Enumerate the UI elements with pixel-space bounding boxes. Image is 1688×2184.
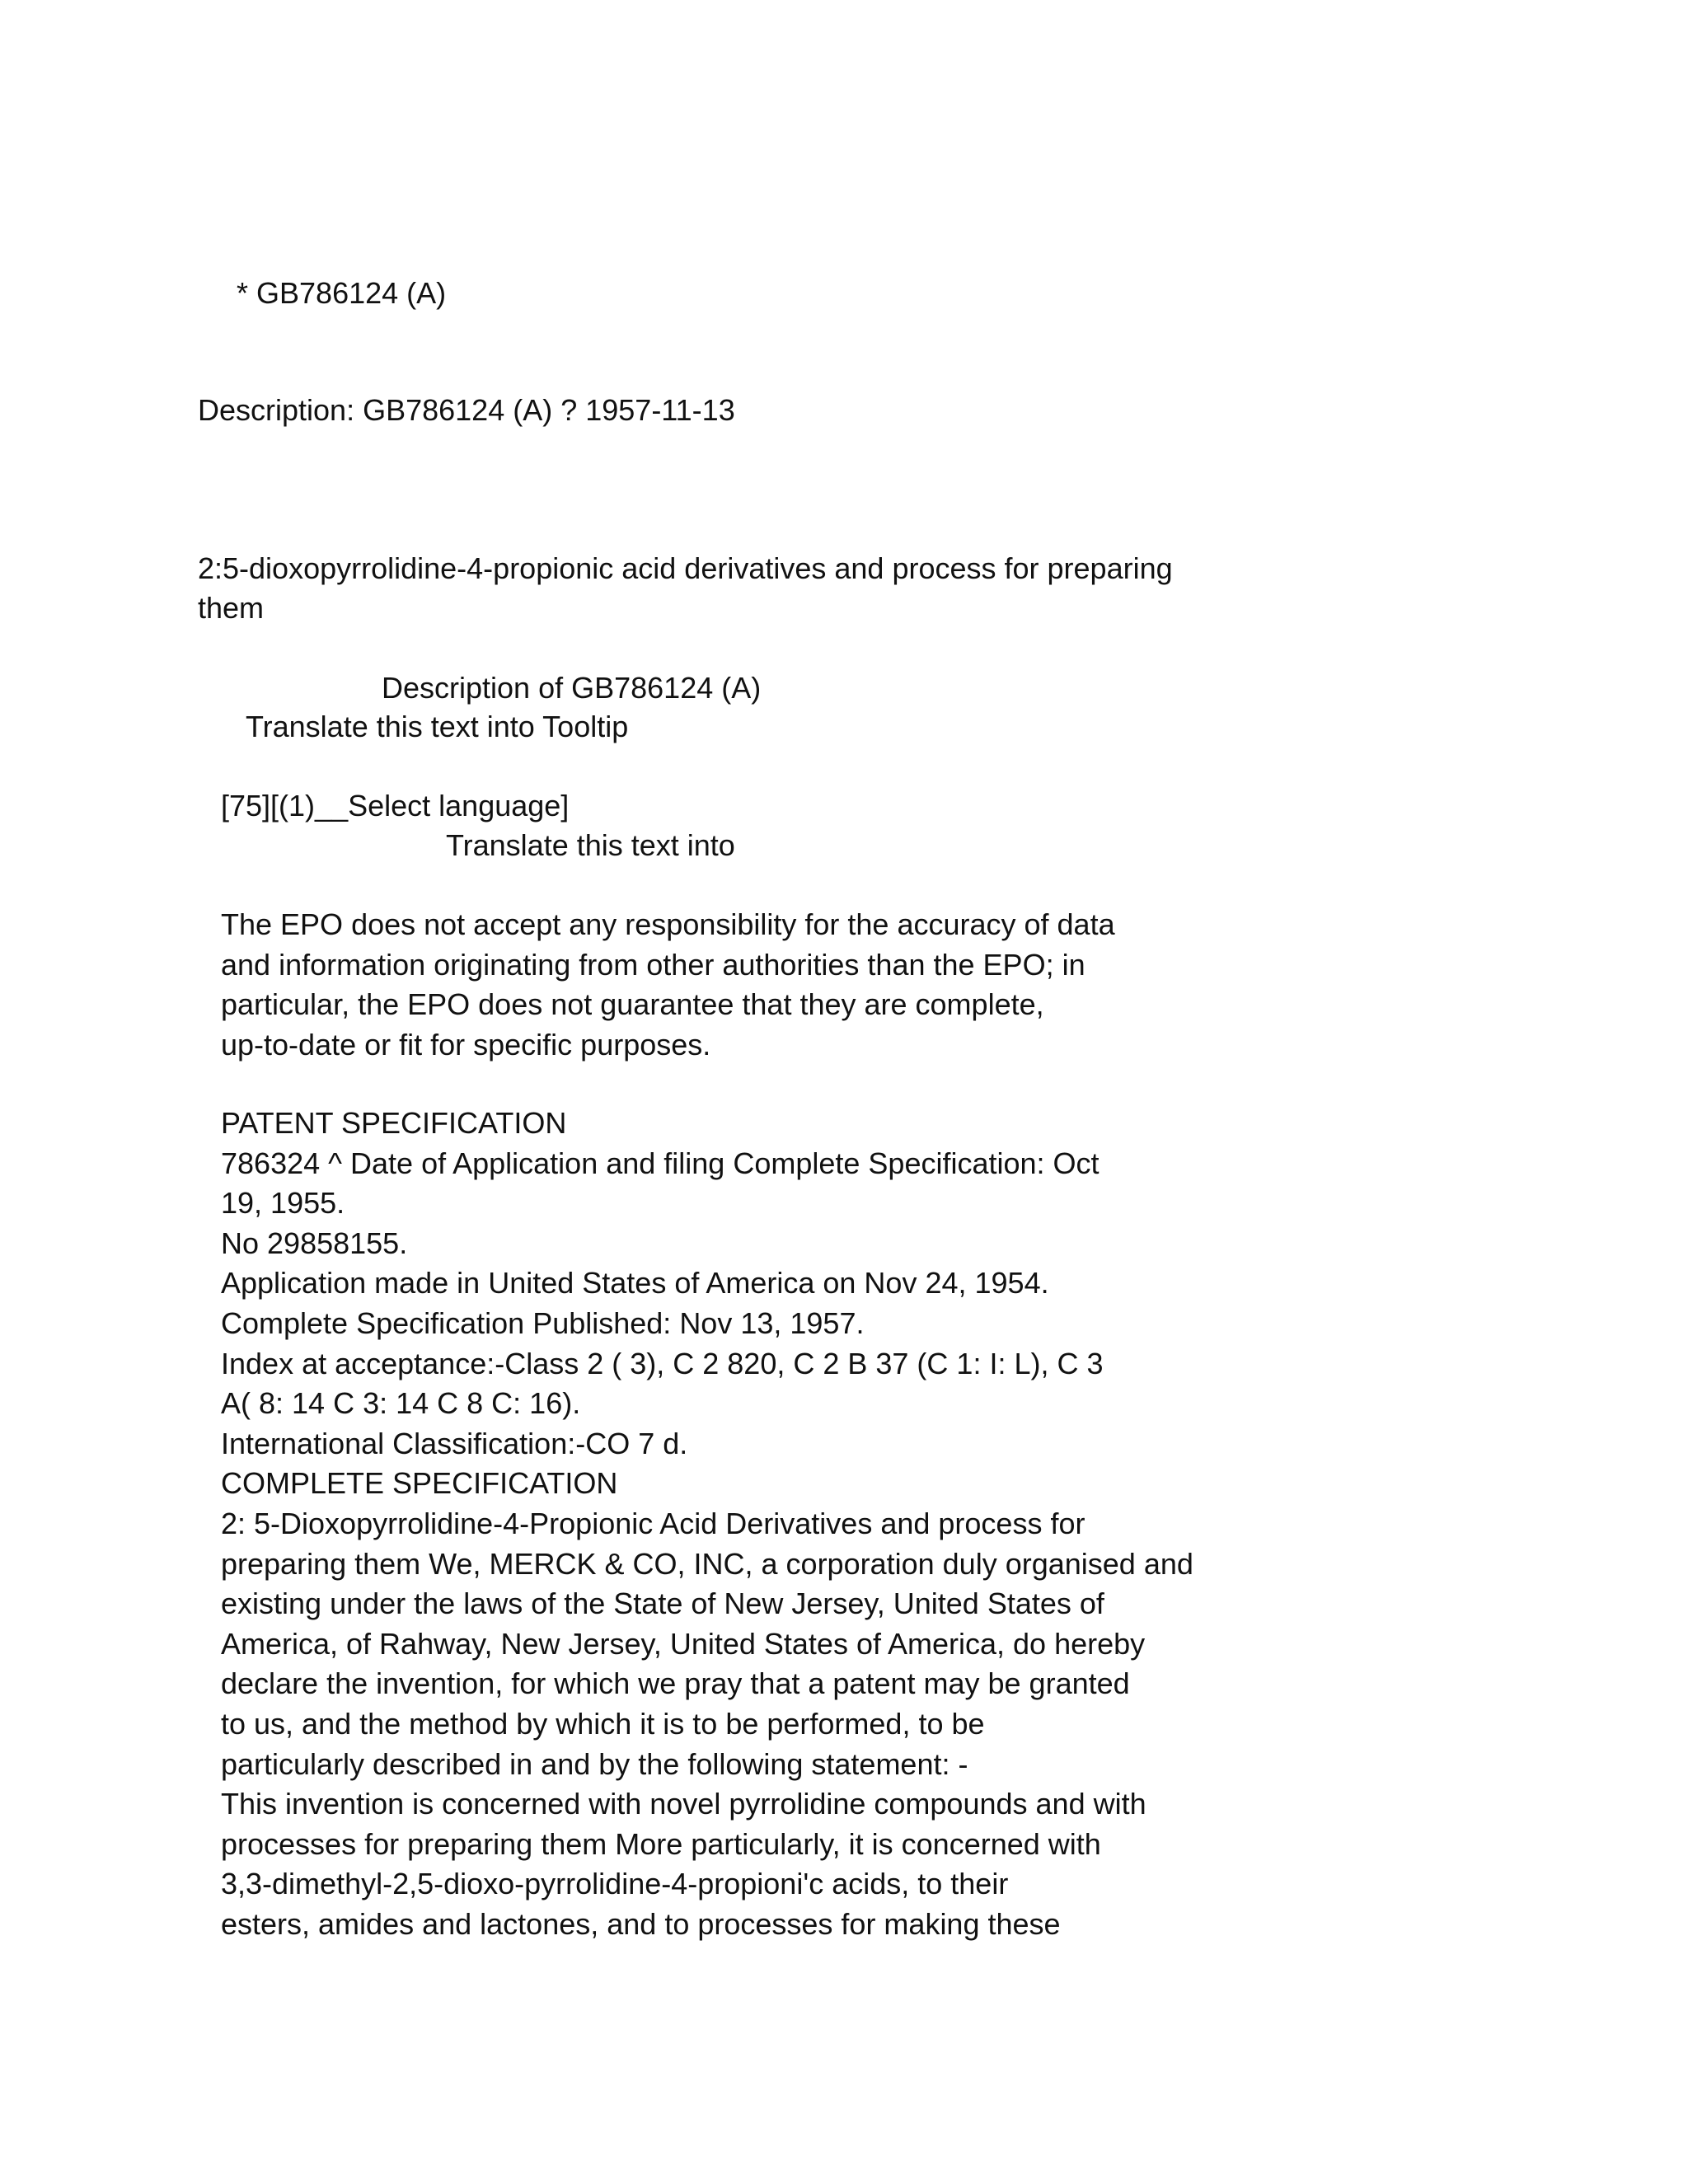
spec-line: Application made in United States of America on Nov 24, 1954. <box>221 1266 1049 1301</box>
spec-line: A( 8: 14 C 3: 14 C 8 C: 16). <box>221 1386 581 1421</box>
spec-line: to us, and the method by which it is to be performed, to be <box>221 1706 985 1741</box>
document-id: * GB786124 (A) <box>237 276 447 310</box>
spec-line: This invention is concerned with novel pyrrolidine compounds and with <box>221 1787 1146 1821</box>
spec-heading: PATENT SPECIFICATION <box>221 1106 567 1140</box>
title-line-1: 2:5-dioxopyrrolidine-4-propionic acid derivatives and process for preparing <box>198 551 1173 585</box>
spec-line: 786324 ^ Date of Application and filing Complete Specification: Oct <box>221 1146 1100 1180</box>
translate-into-label: Translate this text into <box>446 828 735 862</box>
spec-line: Index at acceptance:-Class 2 ( 3), C 2 820, C 2 B 37 (C 1: I: L), C 3 <box>221 1346 1104 1380</box>
disclaimer-line: The EPO does not accept any responsibility for the accuracy of data <box>221 907 1115 941</box>
spec-line: particularly described in and by the following statement: - <box>221 1746 968 1781</box>
translate-tooltip-link[interactable]: Translate this text into Tooltip <box>246 710 629 743</box>
spec-line: America, of Rahway, New Jersey, United States of America, do hereby <box>221 1626 1146 1661</box>
spec-line: 3,3-dimethyl-2,5-dioxo-pyrrolidine-4-propioni'c acids, to their <box>221 1867 1009 1901</box>
disclaimer-line: particular, the EPO does not guarantee that they are complete, <box>221 987 1044 1022</box>
disclaimer-line: up-to-date or fit for specific purposes. <box>221 1027 711 1062</box>
description-of-label: Description of GB786124 (A) <box>382 671 762 705</box>
spec-line: 2: 5-Dioxopyrrolidine-4-Propionic Acid Derivatives and process for <box>221 1506 1085 1540</box>
spec-line: processes for preparing them More particularly, it is concerned with <box>221 1826 1101 1861</box>
spec-subheading: COMPLETE SPECIFICATION <box>221 1466 618 1501</box>
disclaimer-paragraph <box>221 905 1115 1065</box>
spec-line: preparing them We, MERCK & CO, INC, a corporation duly organised and <box>221 1546 1193 1581</box>
spec-line: declare the invention, for which we pray that a patent may be granted <box>221 1666 1130 1701</box>
title-line-2: them <box>198 591 265 625</box>
spec-line: Complete Specification Published: Nov 13, 1957. <box>221 1305 865 1340</box>
spec-line: No 29858155. <box>221 1226 408 1260</box>
spec-line: esters, amides and lactones, and to processes for making these <box>221 1906 1061 1941</box>
description-heading: Description: GB786124 (A) ? 1957-11-13 <box>198 393 735 427</box>
spec-line: existing under the laws of the State of New Jersey, United States of <box>221 1586 1104 1621</box>
spec-line: 19, 1955. <box>221 1186 345 1221</box>
patent-specification-body <box>221 1104 1193 1944</box>
disclaimer-line: and information originating from other authorities than the EPO; in <box>221 947 1085 982</box>
spec-line: International Classification:-CO 7 d. <box>221 1426 688 1460</box>
select-language-dropdown[interactable]: [75][(1)__Select language] <box>221 789 570 823</box>
